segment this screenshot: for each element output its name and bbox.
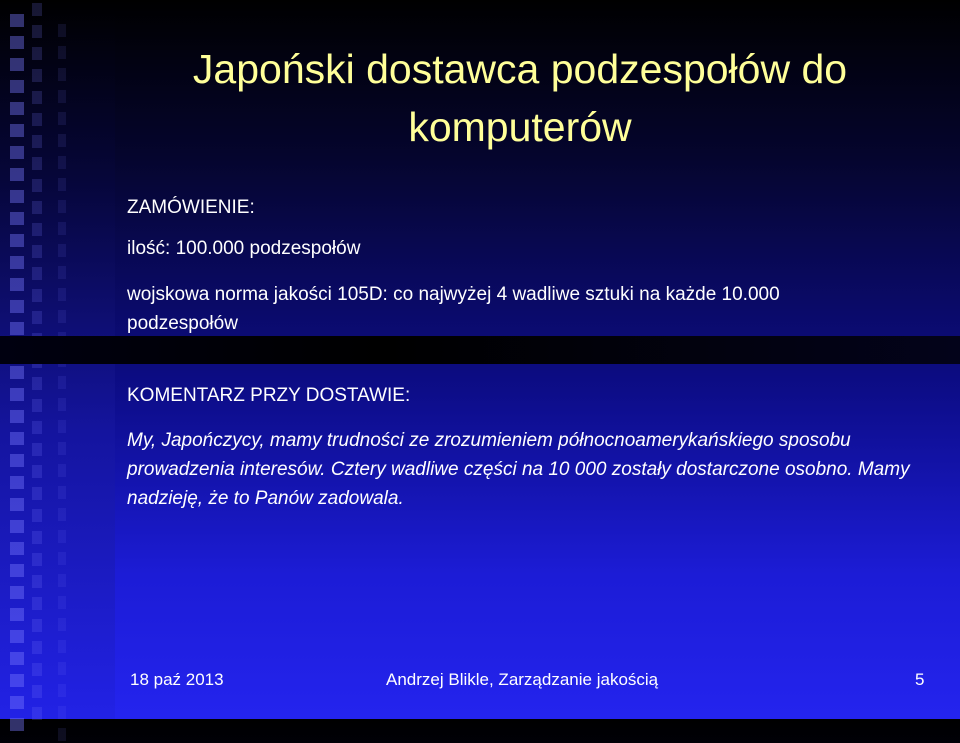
quality-norm: wojskowa norma jakości 105D: co najwyżej 4 wadliwe sztuki na każde 10.000 podzespołów (127, 284, 780, 334)
footer-page-number: 5 (915, 670, 925, 689)
delivery-comment: My, Japończycy, mamy trudności ze zrozumieniem północnoamerykańskiego sposobu prowadzenia interesów. Cztery wadliwe części na 10 000 zostały dostarczone osobno. Mamy nadzieję, że to Panów zadowala. (127, 430, 910, 509)
footer-date: 18 paź 2013 (130, 670, 224, 689)
order-label: ZAMÓWIENIE: (127, 197, 255, 218)
decorative-squares (10, 14, 24, 733)
comment-label: KOMENTARZ PRZY DOSTAWIE: (127, 385, 411, 406)
decorative-divider-band (0, 336, 960, 364)
decorative-squares-faintest (58, 24, 66, 743)
slide-title: Japoński dostawca podzespołów do komputerów (192, 46, 848, 150)
order-quantity: ilość: 100.000 podzespołów (127, 238, 361, 259)
footer-author: Andrzej Blikle, Zarządzanie jakością (386, 670, 659, 689)
